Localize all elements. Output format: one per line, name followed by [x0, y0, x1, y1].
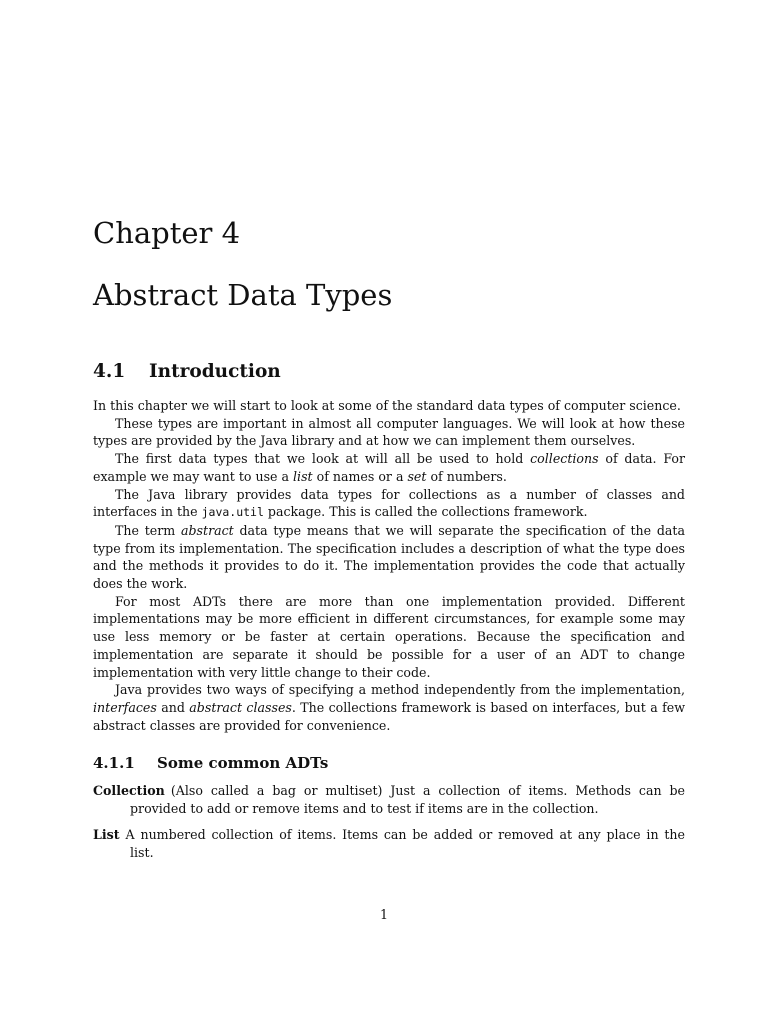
paragraph: [93, 681, 685, 734]
text-run: . The collections framework is based on interfaces, but a few abstract classes are provided for convenience.: [93, 699, 685, 733]
emphasis-interfaces: interfaces: [93, 699, 157, 715]
paragraph: [93, 486, 685, 522]
section-heading: [93, 360, 281, 384]
emphasis-collections: collections: [530, 451, 599, 467]
text-run: package. This is called the collections framework.: [263, 504, 588, 520]
text-run: The Java library provides data types for collections as a number of classes and interfaces in the: [93, 486, 685, 520]
text-run: of numbers.: [426, 468, 507, 484]
page-number: 1: [379, 907, 388, 922]
paragraph: These types are important in almost all computer languages. We will look at how these types are provided by the Java library and at how we can implement them ourselves.: [93, 415, 685, 449]
chapter-number: Chapter 4: [93, 216, 241, 250]
subsection-title: Some common ADTs: [157, 754, 329, 772]
emphasis-abstract-classes: abstract classes: [189, 699, 292, 715]
text-run: data type means that we will separate the specification of the data type from its implementation. The specification includes a description of what the type does and the methods it provides to do it. The implementation provides the code that actually does the work.: [93, 522, 685, 592]
subsection-number: 4.1.1: [93, 754, 135, 772]
text-run: The first data types that we look at will all be used to hold: [115, 451, 531, 467]
text-run: and: [156, 699, 190, 715]
description-text: (Also called a bag or multiset) Just a collection of items. Methods can be provided to add or remove items and to test if items are in the collection.: [130, 783, 685, 816]
subsection-heading: [93, 752, 328, 774]
description-term: Collection: [93, 783, 165, 798]
emphasis-abstract: abstract: [180, 522, 234, 538]
description-text: A numbered collection of items. Items can be added or removed at any place in the list.: [125, 827, 685, 861]
text-run: of data. For example we may want to use a: [93, 451, 685, 484]
paragraph: For most ADTs there are more than one implementation provided. Different implementations may be more efficient in different circumstances, for example some may use less memory or be faster at certain operations. Because the specification and implementation are separate it should be possible for a user of an ADT to change implementation with very little change to their code.: [93, 593, 685, 680]
section-number: 4.1: [93, 361, 126, 382]
paragraph: In this chapter we will start to look at some of the standard data types of computer science.: [93, 398, 681, 413]
description-item: [93, 826, 685, 861]
paragraph: [93, 522, 685, 593]
text-run: of names or a: [312, 468, 408, 484]
chapter-title: Abstract Data Types: [93, 278, 393, 312]
section-title: Introduction: [149, 361, 281, 382]
text-run: Java provides two ways of specifying a method independently from the implementation,: [115, 682, 685, 698]
paragraph: [93, 450, 685, 485]
emphasis-list: list: [293, 468, 313, 484]
introduction-body: [93, 397, 685, 734]
description-item: [93, 782, 685, 817]
emphasis-set: set: [407, 468, 427, 484]
text-run: The term: [115, 522, 181, 538]
adt-description-list: [93, 782, 685, 871]
code-java-util: java.util: [201, 505, 264, 520]
description-term: List: [93, 827, 120, 843]
